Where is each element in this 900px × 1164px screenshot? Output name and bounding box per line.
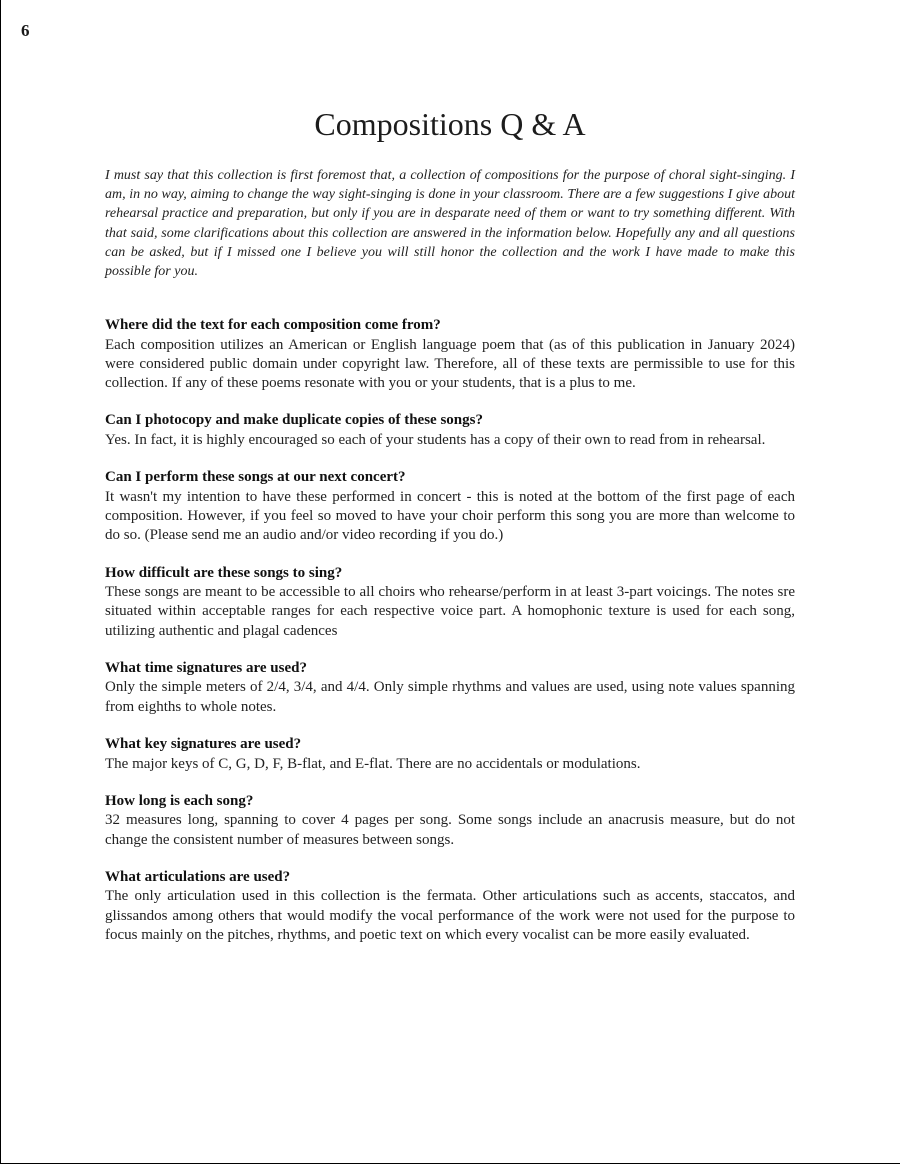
qa-item xyxy=(105,468,795,545)
answer: 32 measures long, spanning to cover 4 pages per song. Some songs include an anacrusis measure, but do not change the consistent number of measures between songs. xyxy=(105,812,795,848)
question: Can I perform these songs at our next concert? xyxy=(105,469,406,486)
page-left-border xyxy=(0,0,1,1164)
question: Can I photocopy and make duplicate copies of these songs? xyxy=(105,412,483,429)
qa-list xyxy=(105,316,795,963)
answer: It wasn't my intention to have these performed in concert - this is noted at the bottom of the first page of each composition. However, if you feel so moved to have your choir perform this song you are more than welcome to do so. (Please send me an audio and/or video recording if you do.) xyxy=(105,488,795,544)
question: What time signatures are used? xyxy=(105,659,307,676)
page-number: 6 xyxy=(21,21,30,40)
question: What articulations are used? xyxy=(105,868,291,885)
intro-paragraph: I must say that this collection is first foremost that, a collection of compositions for the purpose of choral sight-singing. I am, in no way, aiming to change the way sight-singing is done in your classroom. There are a few suggestions I give about rehearsal practice and preparation, but only if you are in desparate need of them or want to try something different. With that said, some clarifications about this collection are answered in the information below. Hopefully any and all questions can be asked, but if I missed one I believe you will still honor the collection and the work I have made to make this possible for you. xyxy=(105,168,795,280)
page-title: Compositions Q & A xyxy=(314,106,586,142)
question: How long is each song? xyxy=(105,792,254,809)
qa-item xyxy=(105,868,795,945)
answer: Only the simple meters of 2/4, 3/4, and 4/4. Only simple rhythms and values are used, using note values spanning from eighths to whole notes. xyxy=(105,679,795,715)
answer: These songs are meant to be accessible to all choirs who rehearse/perform in at least 3-part voicings. The notes sre situated within acceptable ranges for each respective voice part. A homophonic texture is used for each song, utilizing authentic and plagal cadences xyxy=(105,584,795,639)
qa-item xyxy=(105,735,795,774)
question: What key signatures are used? xyxy=(105,736,302,753)
qa-item xyxy=(105,564,795,641)
answer: The major keys of C, G, D, F, B-flat, and E-flat. There are no accidentals or modulations. xyxy=(105,755,641,772)
answer: The only articulation used in this collection is the fermata. Other articulations such as accents, staccatos, and glissandos among others that would modify the vocal performance of the work were not used for the purpose to focus mainly on the pitches, rhythms, and poetic text on which every vocalist can be more easily evaluated. xyxy=(105,888,795,944)
answer: Each composition utilizes an American or English language poem that (as of this publication in January 2024) were considered public domain under copyright law. Therefore, all of these texts are permissible to use for this collection. If any of these poems resonate with you or your students, that is a plus to me. xyxy=(105,336,795,392)
question: How difficult are these songs to sing? xyxy=(105,564,343,581)
qa-item xyxy=(105,411,795,450)
answer: Yes. In fact, it is highly encouraged so each of your students has a copy of their own to read from in rehearsal. xyxy=(105,431,766,448)
qa-item xyxy=(105,659,795,717)
qa-item xyxy=(105,792,795,850)
question: Where did the text for each composition come from? xyxy=(105,317,441,333)
qa-item xyxy=(105,316,795,393)
